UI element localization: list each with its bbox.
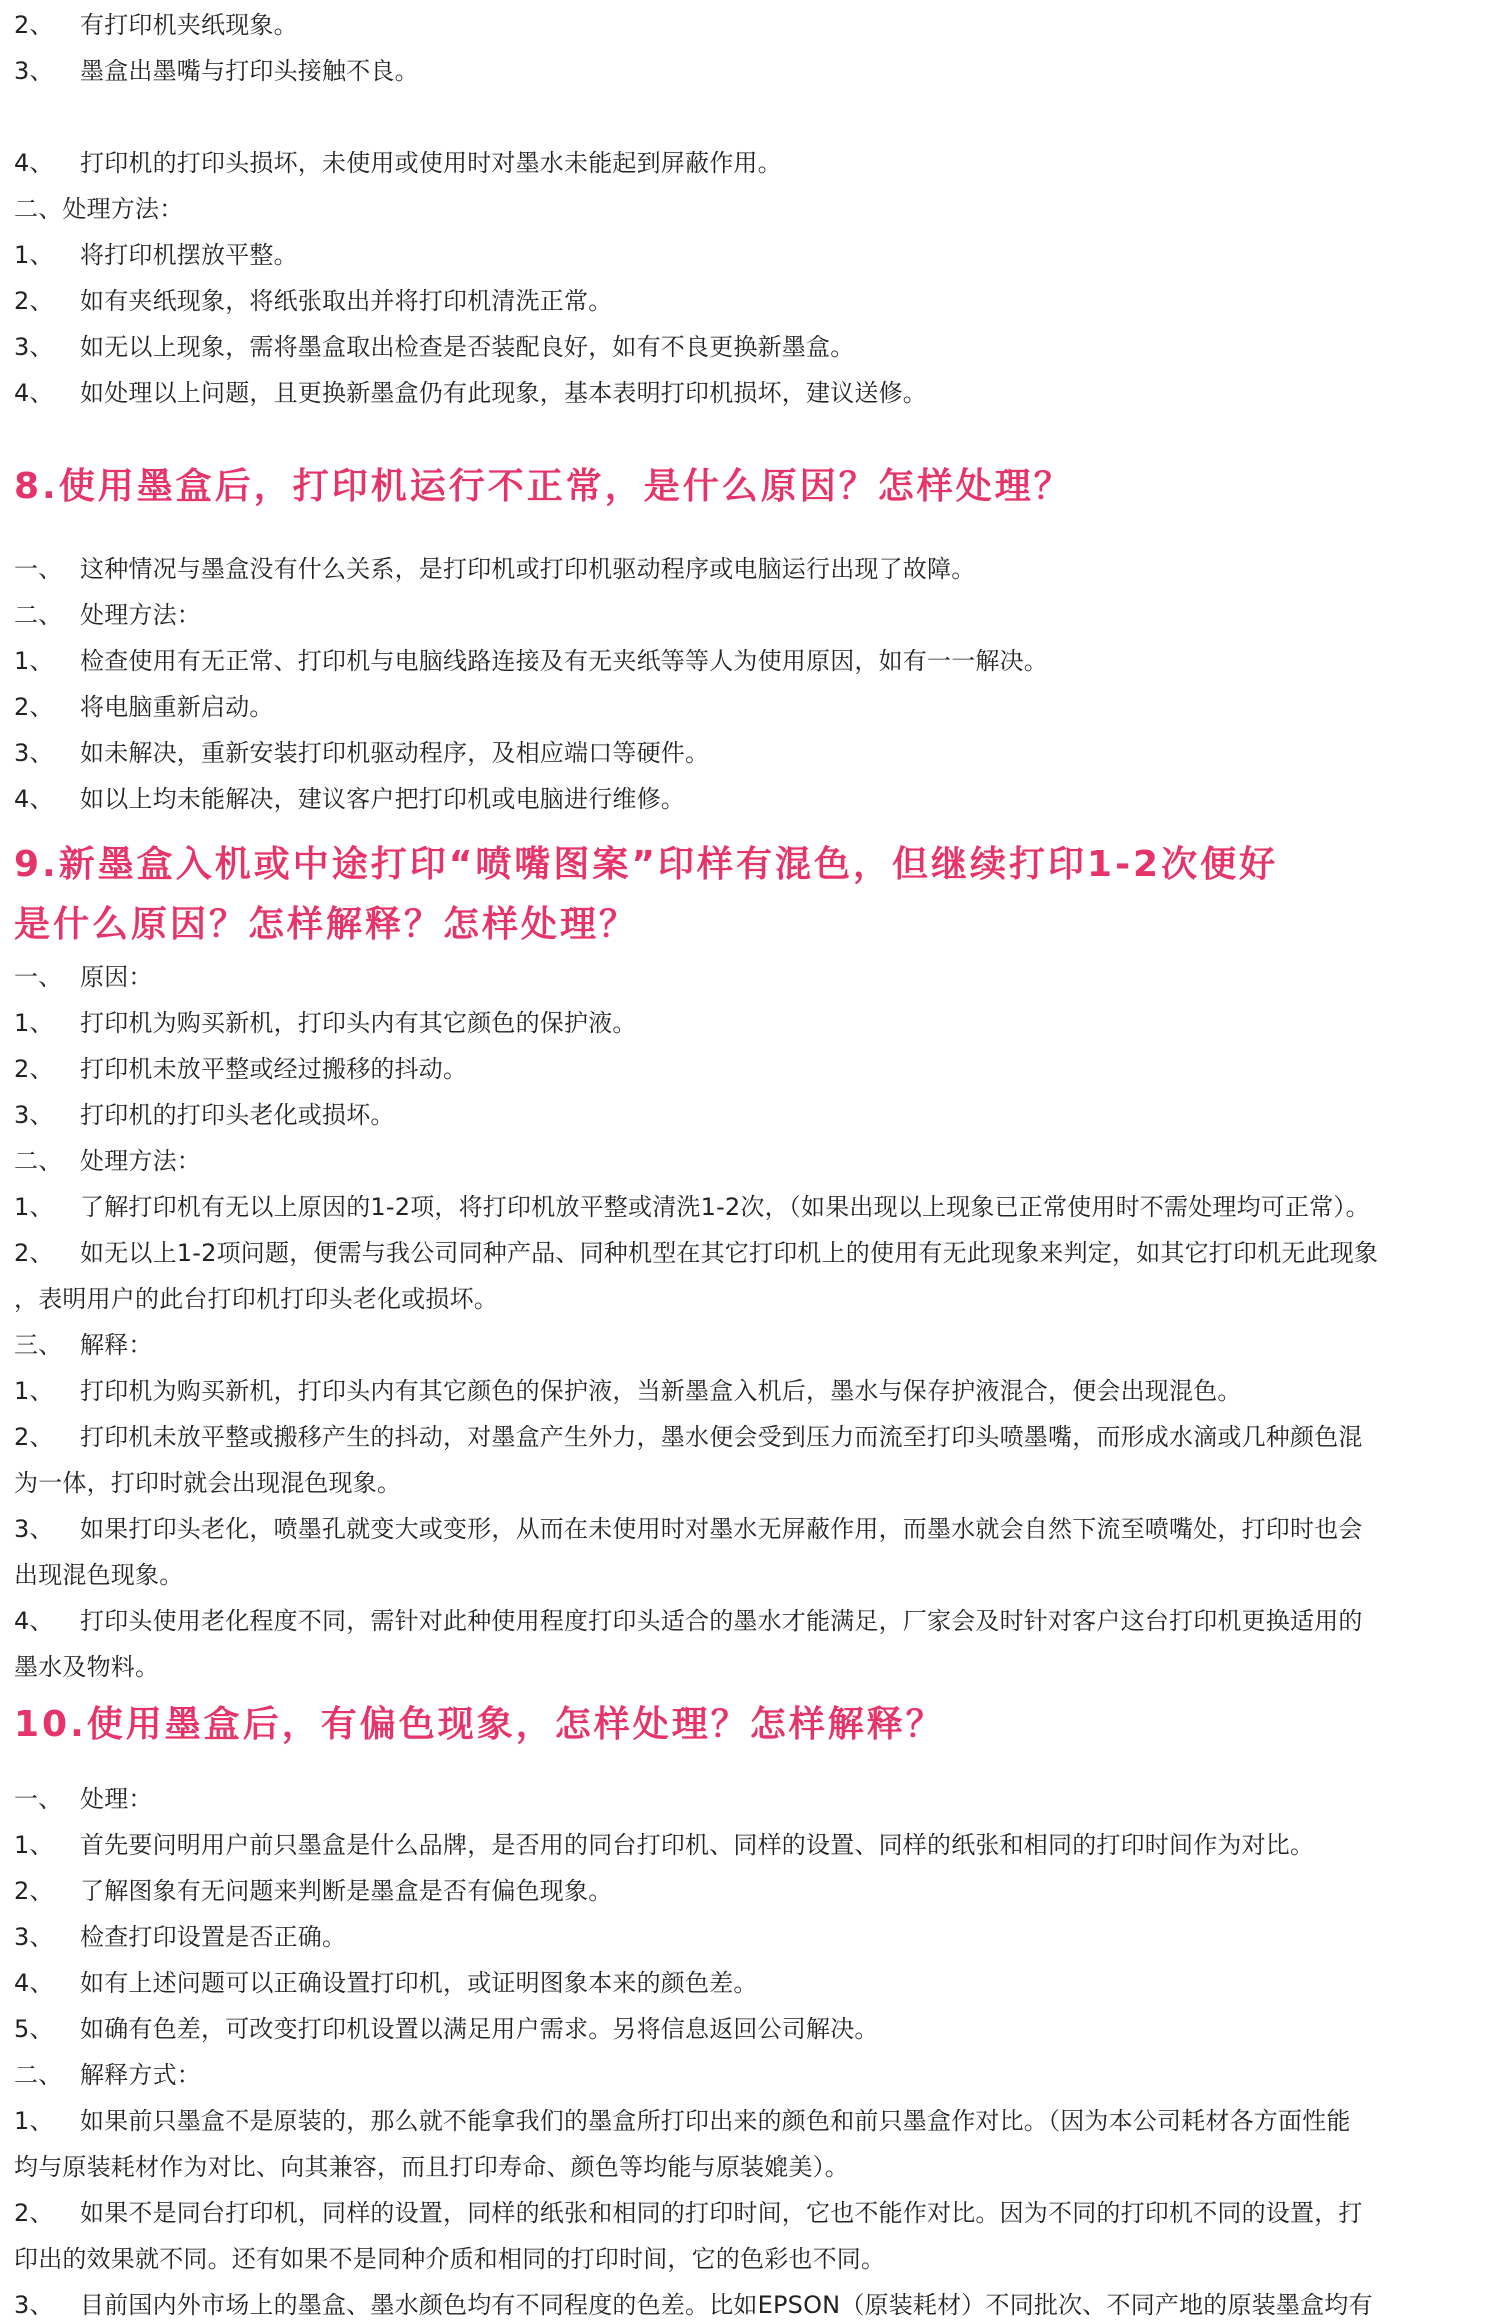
line-text: 打印机为购买新机，打印头内有其它颜色的保护液，当新墨盒入机后，墨水与保存护液混合，便会出现混色。 <box>80 1377 1242 1405</box>
line-text: 为一体，打印时就会出现混色现象。 <box>14 1469 402 1497</box>
section-heading: 9.新墨盒入机或中途打印“喷嘴图案”印样有混色，但继续打印1-2次便好 <box>14 844 1279 885</box>
text-line <box>14 1828 1490 1862</box>
line-text: 打印机未放平整或经过搬移的抖动。 <box>80 1055 468 1083</box>
line-text: 原因： <box>80 963 153 991</box>
text-line <box>14 1144 1490 1178</box>
list-number: 3、 <box>14 1923 54 1951</box>
text-line <box>14 782 1490 816</box>
line-text: 印出的效果就不同。还有如果不是同种介质和相同的打印时间，它的色彩也不同。 <box>14 2245 886 2273</box>
list-number: 二、 <box>14 2061 63 2089</box>
text-line <box>14 1006 1490 1040</box>
line-text: 如以上均未能解决，建议客户把打印机或电脑进行维修。 <box>80 785 685 813</box>
list-number: 4、 <box>14 379 54 407</box>
line-text: 有打印机夹纸现象。 <box>80 11 298 39</box>
text-line <box>14 284 1490 318</box>
line-text: 打印机的打印头损坏，未使用或使用时对墨水未能起到屏蔽作用。 <box>80 149 782 177</box>
line-text: 目前国内外市场上的墨盒、墨水颜色均有不同程度的色差。比如EPSON（原装耗材）不同批次、不同产地的原装墨盒均有 <box>80 2291 1373 2319</box>
line-text: 二、处理方法： <box>14 195 184 223</box>
text-line <box>14 1236 1490 1270</box>
line-text: 了解打印机有无以上原因的1-2项，将打印机放平整或清洗1-2次，（如果出现以上现象已正常使用时不需处理均可正常）。 <box>80 1193 1370 1221</box>
list-number: 3、 <box>14 1101 54 1129</box>
list-number: 1、 <box>14 1377 54 1405</box>
line-text: 打印机未放平整或搬移产生的抖动，对墨盒产生外力，墨水便会受到压力而流至打印头喷墨嘴，而形成水滴或几种颜色混 <box>80 1423 1363 1451</box>
section-heading: 8.使用墨盒后，打印机运行不正常，是什么原因？怎样处理？ <box>14 466 1073 507</box>
line-text: 处理方法： <box>80 601 201 629</box>
text-line <box>14 2012 1490 2046</box>
text-line <box>14 2150 1490 2184</box>
line-text: 将电脑重新启动。 <box>80 693 274 721</box>
line-text: 如确有色差，可改变打印机设置以满足用户需求。另将信息返回公司解决。 <box>80 2015 879 2043</box>
line-text: 出现混色现象。 <box>14 1561 184 1589</box>
line-text: 这种情况与墨盒没有什么关系，是打印机或打印机驱动程序或电脑运行出现了故障。 <box>80 555 976 583</box>
list-number: 2、 <box>14 1239 54 1267</box>
text-line <box>14 1328 1490 1362</box>
list-number: 2、 <box>14 693 54 721</box>
text-line <box>14 1098 1490 1132</box>
list-number: 1、 <box>14 1193 54 1221</box>
list-number: 2、 <box>14 2199 54 2227</box>
text-line <box>14 1920 1490 1954</box>
line-text: 打印头使用老化程度不同，需针对此种使用程度打印头适合的墨水才能满足，厂家会及时针对客户这台打印机更换适用的 <box>80 1607 1363 1635</box>
line-text: 如果打印头老化，喷墨孔就变大或变形，从而在未使用时对墨水无屏蔽作用，而墨水就会自然下流至喷嘴处，打印时也会 <box>80 1515 1363 1543</box>
line-text: 了解图象有无问题来判断是墨盒是否有偏色现象。 <box>80 1877 613 1905</box>
list-number: 4、 <box>14 785 54 813</box>
line-text: 墨水及物料。 <box>14 1653 160 1681</box>
line-text: 解释： <box>80 1331 153 1359</box>
line-text: 处理： <box>80 1785 153 1813</box>
text-line <box>14 54 1490 88</box>
line-text: 墨盒出墨嘴与打印头接触不良。 <box>80 57 419 85</box>
list-number: 1、 <box>14 241 54 269</box>
list-number: 一、 <box>14 1785 63 1813</box>
list-number: 3、 <box>14 333 54 361</box>
line-text: 打印机的打印头老化或损坏。 <box>80 1101 395 1129</box>
list-number: 二、 <box>14 601 63 629</box>
line-text: 将打印机摆放平整。 <box>80 241 298 269</box>
text-line <box>14 2242 1490 2276</box>
line-text: 均与原装耗材作为对比、向其兼容，而且打印寿命、颜色等均能与原装媲美）。 <box>14 2153 849 2181</box>
list-number: 2、 <box>14 1423 54 1451</box>
list-number: 一、 <box>14 555 63 583</box>
line-text: 如处理以上问题，且更换新墨盒仍有此现象，基本表明打印机损坏，建议送修。 <box>80 379 927 407</box>
text-line <box>14 736 1490 770</box>
text-line <box>14 1190 1490 1224</box>
text-line <box>14 690 1490 724</box>
text-line <box>14 1466 1490 1500</box>
list-number: 3、 <box>14 739 54 767</box>
text-line <box>14 192 1490 226</box>
list-number: 三、 <box>14 1331 63 1359</box>
list-number: 2、 <box>14 1055 54 1083</box>
text-line <box>14 146 1490 180</box>
text-line <box>14 552 1490 586</box>
line-text: 如有上述问题可以正确设置打印机，或证明图象本来的颜色差。 <box>80 1969 758 1997</box>
list-number: 3、 <box>14 1515 54 1543</box>
text-line <box>14 8 1490 42</box>
line-text: 如无以上现象，需将墨盒取出检查是否装配良好，如有不良更换新墨盒。 <box>80 333 855 361</box>
line-text: 如无以上1-2项问题，便需与我公司同种产品、同种机型在其它打印机上的使用有无此现象来判定，如其它打印机无此现象 <box>80 1239 1379 1267</box>
text-line <box>14 1604 1490 1638</box>
list-number: 4、 <box>14 1607 54 1635</box>
line-text: 如有夹纸现象，将纸张取出并将打印机清洗正常。 <box>80 287 613 315</box>
text-line <box>14 2288 1490 2322</box>
text-line <box>14 1374 1490 1408</box>
list-number: 1、 <box>14 647 54 675</box>
line-text: 如果前只墨盒不是原装的，那么就不能拿我们的墨盒所打印出来的颜色和前只墨盒作对比。（因为本公司耗材各方面性能 <box>80 2107 1351 2135</box>
text-line <box>14 330 1490 364</box>
line-text: 检查使用有无正常、打印机与电脑线路连接及有无夹纸等等人为使用原因，如有一一解决。 <box>80 647 1048 675</box>
list-number: 4、 <box>14 149 54 177</box>
text-line <box>14 1282 1490 1316</box>
line-text: 打印机为购买新机，打印头内有其它颜色的保护液。 <box>80 1009 637 1037</box>
text-line <box>14 1966 1490 2000</box>
list-number: 2、 <box>14 1877 54 1905</box>
line-text: 检查打印设置是否正确。 <box>80 1923 347 1951</box>
line-text: 解释方式： <box>80 2061 201 2089</box>
text-line <box>14 1512 1490 1546</box>
list-number: 1、 <box>14 2107 54 2135</box>
line-text: ，表明用户的此台打印机打印头老化或损坏。 <box>14 1285 498 1313</box>
text-line <box>14 1650 1490 1684</box>
text-line <box>14 238 1490 272</box>
text-line <box>14 1420 1490 1454</box>
line-text: 如果不是同台打印机，同样的设置，同样的纸张和相同的打印时间，它也不能作对比。因为不同的打印机不同的设置，打 <box>80 2199 1363 2227</box>
text-line <box>14 2058 1490 2092</box>
text-line <box>14 1052 1490 1086</box>
list-number: 4、 <box>14 1969 54 1997</box>
section-heading: 10.使用墨盒后，有偏色现象，怎样处理？怎样解释？ <box>14 1704 945 1745</box>
list-number: 3、 <box>14 2291 54 2319</box>
text-line <box>14 960 1490 994</box>
line-text: 如未解决，重新安装打印机驱动程序，及相应端口等硬件。 <box>80 739 710 767</box>
text-line <box>14 1874 1490 1908</box>
text-line <box>14 1558 1490 1592</box>
list-number: 2、 <box>14 11 54 39</box>
list-number: 二、 <box>14 1147 63 1175</box>
line-text: 首先要问明用户前只墨盒是什么品牌，是否用的同台打印机、同样的设置、同样的纸张和相同的打印时间作为对比。 <box>80 1831 1315 1859</box>
text-line <box>14 1782 1490 1816</box>
text-line <box>14 2104 1490 2138</box>
list-number: 1、 <box>14 1831 54 1859</box>
list-number: 1、 <box>14 1009 54 1037</box>
list-number: 3、 <box>14 57 54 85</box>
list-number: 2、 <box>14 287 54 315</box>
line-text: 处理方法： <box>80 1147 201 1175</box>
section-heading: 是什么原因？怎样解释？怎样处理？ <box>14 904 639 945</box>
text-line <box>14 598 1490 632</box>
text-line <box>14 376 1490 410</box>
text-line <box>14 2196 1490 2230</box>
list-number: 5、 <box>14 2015 54 2043</box>
text-line <box>14 644 1490 678</box>
list-number: 一、 <box>14 963 63 991</box>
